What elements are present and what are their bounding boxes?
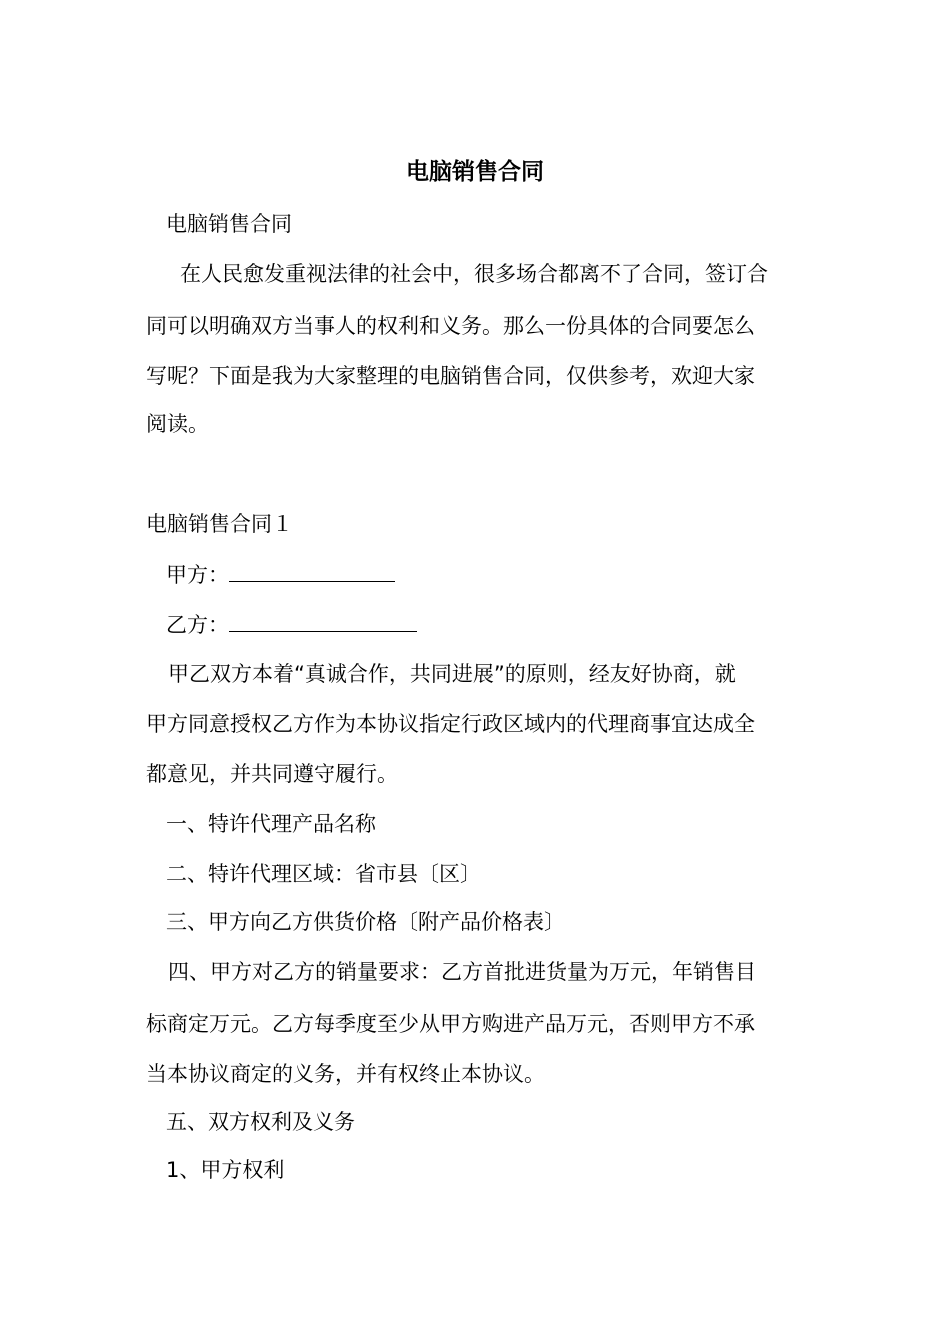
clause-4-line-3: 当本协议商定的义务，并有权终止本协议。: [146, 1062, 545, 1086]
party-b-line: [166, 610, 417, 639]
clause-5-1: 1、甲方权利: [166, 1158, 285, 1182]
intro-line-4: 阅读。: [146, 412, 209, 436]
document-title: 电脑销售合同: [406, 159, 544, 185]
clause-3: 三、甲方向乙方供货价格〔附产品价格表〕: [166, 910, 565, 934]
party-b-label: 乙方：: [166, 613, 229, 637]
section-heading: 电脑销售合同１: [146, 512, 293, 536]
document-subtitle: 电脑销售合同: [166, 212, 292, 236]
clause-1: 一、特许代理产品名称: [166, 812, 376, 836]
preamble-line-3: 都意见，并共同遵守履行。: [146, 762, 398, 786]
party-a-line: [166, 560, 395, 589]
party-a-label: 甲方：: [166, 563, 229, 587]
preamble-line-2: 甲方同意授权乙方作为本协议指定行政区域内的代理商事宜达成全: [146, 712, 755, 736]
clause-4-line-1: 四、甲方对乙方的销量要求：乙方首批进货量为万元，年销售目: [168, 960, 756, 984]
intro-line-1: 在人民愈发重视法律的社会中，很多场合都离不了合同，签订合: [180, 262, 768, 286]
clause-5: 五、双方权利及义务: [166, 1110, 355, 1134]
preamble-line-1: 甲乙双方本着“真诚合作，共同进展”的原则，经友好协商，就: [168, 662, 736, 686]
party-b-blank: [229, 610, 417, 632]
clause-4-line-2: 标商定万元。乙方每季度至少从甲方购进产品万元，否则甲方不承: [146, 1012, 755, 1036]
party-a-blank: [229, 560, 395, 582]
clause-2: 二、特许代理区域：省市县〔区〕: [166, 862, 481, 886]
intro-line-3: 写呢？下面是我为大家整理的电脑销售合同，仅供参考，欢迎大家: [146, 364, 755, 388]
intro-line-2: 同可以明确双方当事人的权利和义务。那么一份具体的合同要怎么: [146, 314, 755, 338]
